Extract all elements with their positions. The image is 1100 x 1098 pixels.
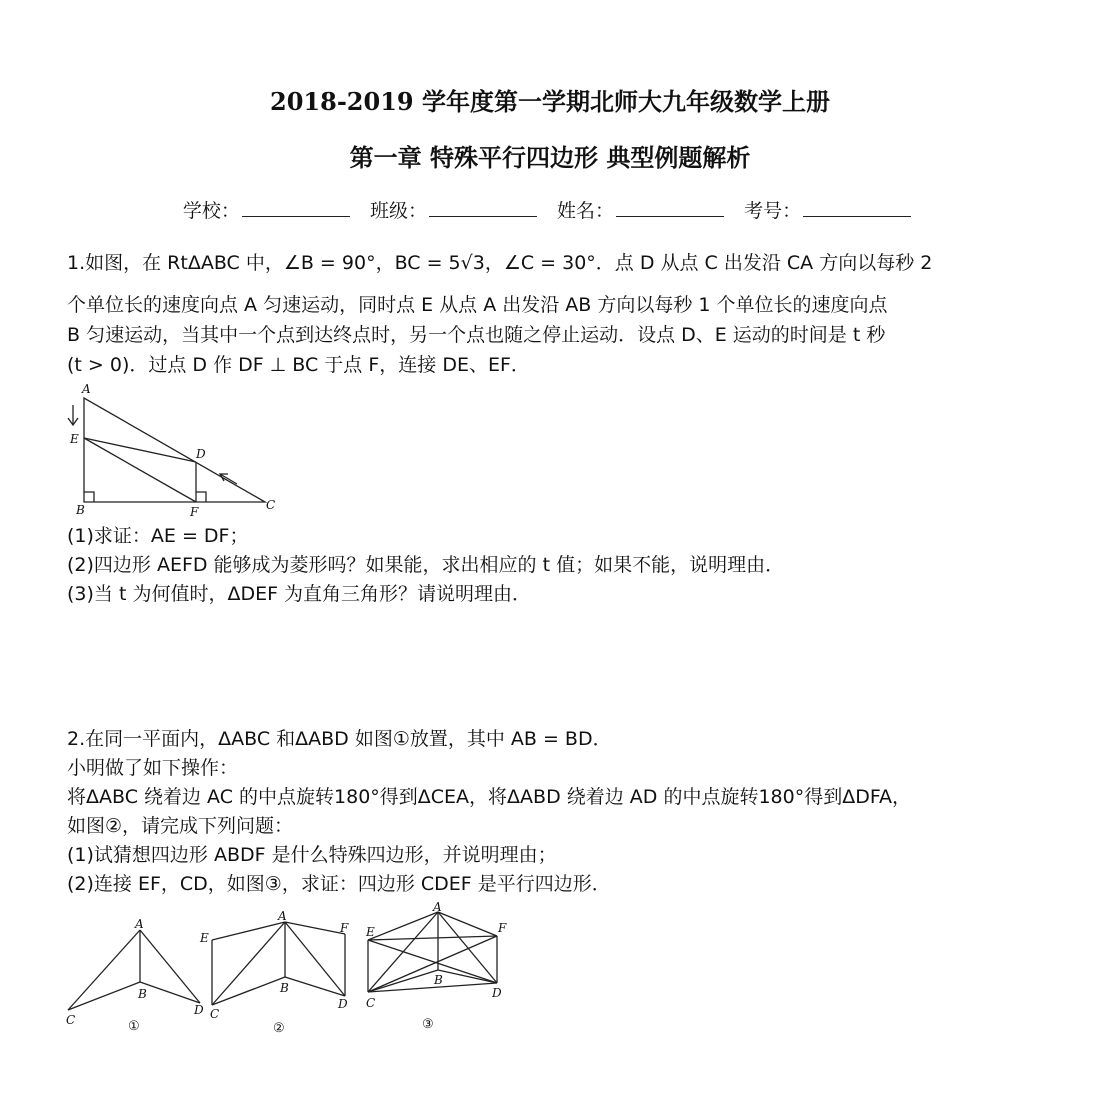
fig2-label-a: A xyxy=(278,909,287,923)
label-e: E xyxy=(70,432,79,446)
figure-2 xyxy=(199,909,349,1036)
triangle-abc xyxy=(84,398,265,502)
fig3-number: ③ xyxy=(422,1017,434,1032)
q1-figure xyxy=(60,380,280,520)
school-blank[interactable] xyxy=(242,198,350,217)
label-f: F xyxy=(190,505,199,519)
fig2-label-f: F xyxy=(340,921,349,935)
number-label: 考号： xyxy=(744,200,802,222)
q2-line-2: 小明做了如下操作： xyxy=(67,757,239,779)
q1-line-2: 个单位长的速度向点 A 匀速运动，同时点 E 从点 A 出发沿 AB 方向以每秒 1 个单位长的速度向点 xyxy=(67,294,888,316)
class-label: 班级： xyxy=(369,200,427,222)
q2-figures xyxy=(60,900,540,1040)
right-angle-f xyxy=(196,492,206,502)
label-d: D xyxy=(196,447,206,461)
q2-subquestion-2: (2)连接 EF，CD，如图③，求证：四边形 CDEF 是平行四边形． xyxy=(67,873,611,895)
fig3-label-a: A xyxy=(433,900,442,914)
q2-line-3: 将ΔABC 绕着边 AC 的中点旋转180°得到ΔCEA，将ΔABD 绕着边 AD 的中点旋转180°得到ΔDFA， xyxy=(67,786,912,808)
q1-subquestion-1: (1)求证：AE = DF； xyxy=(67,525,249,547)
document-subtitle: 第一章 特殊平行四边形 典型例题解析 xyxy=(349,143,751,172)
q1-subquestion-3: (3)当 t 为何值时，ΔDEF 为直角三角形？请说明理由． xyxy=(67,583,532,605)
segment-ef xyxy=(84,438,196,502)
label-c: C xyxy=(266,498,276,512)
fig2-label-c: C xyxy=(210,1007,220,1021)
q1-line-3: B 匀速运动，当其中一个点到达终点时，另一个点也随之停止运动．设点 D、E 运动的时间是 t 秒 xyxy=(67,324,886,346)
figure-3 xyxy=(365,900,507,1032)
fig3-label-b: B xyxy=(434,973,443,987)
label-b: B xyxy=(76,503,85,517)
name-label: 姓名： xyxy=(557,200,615,222)
fig1-label-c: C xyxy=(66,1013,76,1027)
label-a: A xyxy=(82,382,91,396)
name-blank[interactable] xyxy=(616,198,724,217)
student-info-row xyxy=(0,196,1100,223)
document-title: 2018-2019 学年度第一学期北师大九年级数学上册 xyxy=(270,87,830,116)
fig1-label-d: D xyxy=(194,1003,204,1017)
fig3-label-c: C xyxy=(366,996,376,1010)
school-label: 学校： xyxy=(182,200,240,222)
segment-ed xyxy=(84,438,196,462)
fig2-number: ② xyxy=(273,1021,285,1036)
right-angle-b xyxy=(84,492,94,502)
fig2-label-e: E xyxy=(200,931,209,945)
q1-line-1: 1.如图，在 RtΔABC 中，∠B = 90°，BC = 5√3，∠C = 30°．点 D 从点 C 出发沿 CA 方向以每秒 2 xyxy=(67,252,933,274)
fig1-label-a: A xyxy=(135,917,144,931)
fig2-label-d: D xyxy=(338,997,348,1011)
fig3-label-d: D xyxy=(492,986,502,1000)
q1-line-4: (t > 0)．过点 D 作 DF ⊥ BC 于点 F，连接 DE、EF． xyxy=(67,354,530,376)
fig1-label-b: B xyxy=(138,987,147,1001)
q2-subquestion-1: (1)试猜想四边形 ABDF 是什么特殊四边形，并说明理由； xyxy=(67,844,557,866)
fig3-label-e: E xyxy=(366,925,375,939)
q2-line-1: 2.在同一平面内，ΔABC 和ΔABD 如图①放置，其中 AB = BD． xyxy=(67,728,612,750)
fig1-number: ① xyxy=(128,1019,140,1034)
fig2-label-b: B xyxy=(280,981,289,995)
number-blank[interactable] xyxy=(803,198,911,217)
q2-line-4: 如图②，请完成下列问题： xyxy=(67,815,294,837)
q1-subquestion-2: (2)四边形 AEFD 能够成为菱形吗？如果能，求出相应的 t 值；如果不能，说明理由． xyxy=(67,554,785,576)
figure-1 xyxy=(66,917,204,1034)
fig3-label-f: F xyxy=(498,921,507,935)
class-blank[interactable] xyxy=(429,198,537,217)
